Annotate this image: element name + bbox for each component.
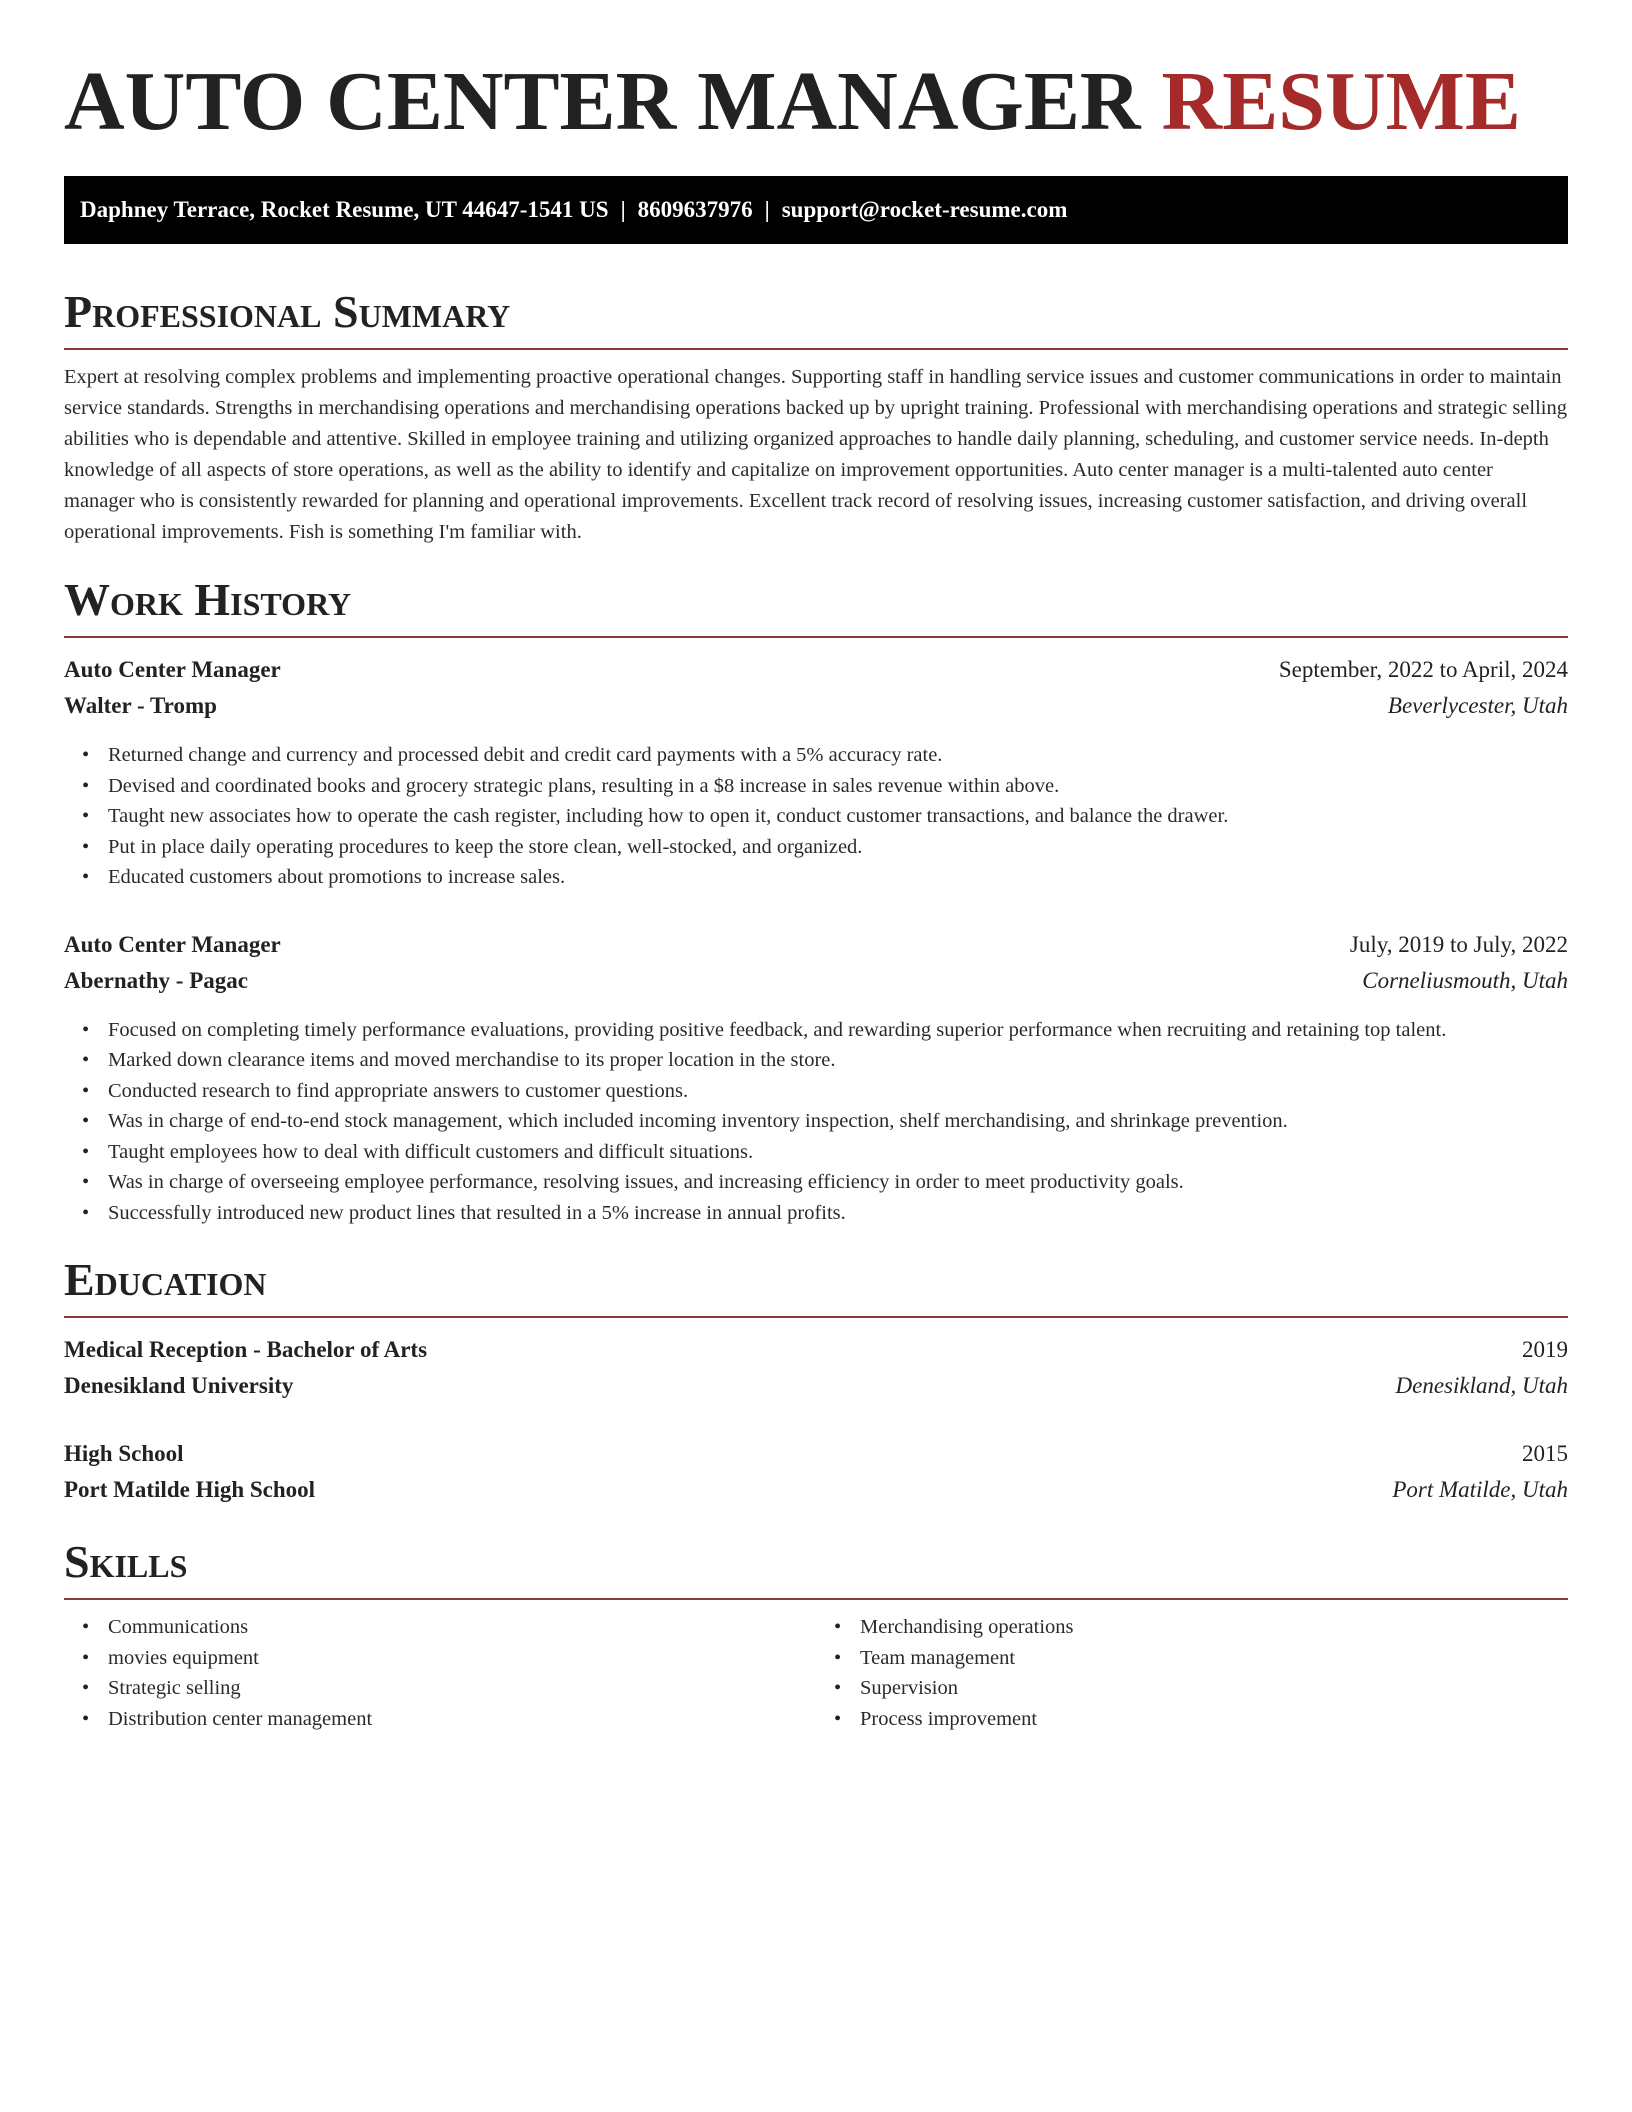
skill-item: • Supervision (860, 1673, 1568, 1704)
job-company: Walter - Tromp (64, 693, 217, 718)
education-location: Port Matilde, Utah (1392, 1477, 1568, 1502)
job-entry (64, 652, 1568, 893)
work-history-section (64, 574, 1568, 1228)
contact-bar (64, 176, 1568, 244)
contact-email: support@rocket-resume.com (781, 197, 1068, 222)
education-entry (64, 1332, 1568, 1404)
contact-separator: | (620, 197, 626, 222)
job-bullet: • Conducted research to find appropriate answers to customer questions. (108, 1076, 1568, 1107)
job-header-row (64, 652, 1568, 688)
job-bullet: • Taught employees how to deal with difficult customers and difficult situations. (108, 1137, 1568, 1168)
summary-section (64, 286, 1568, 548)
contact-address: Daphney Terrace, Rocket Resume, UT 44647-1541 US (80, 197, 609, 222)
job-location: Corneliusmouth, Utah (1362, 967, 1568, 993)
job-dates: September, 2022 to April, 2024 (1278, 657, 1568, 682)
title-accent: RESUME (1161, 55, 1521, 148)
job-bullet: • Returned change and currency and processed debit and credit card payments with a 5% accuracy rate. (108, 740, 1568, 771)
education-school: Denesikland University (64, 1373, 294, 1398)
job-bullet: • Devised and coordinated books and grocery strategic plans, resulting in a $8 increase in sales revenue within above. (108, 771, 1568, 802)
skill-item: • Team management (860, 1643, 1568, 1674)
skills-column-left (64, 1612, 816, 1734)
job-dates: July, 2019 to July, 2022 (1349, 931, 1568, 957)
education-location: Denesikland, Utah (1395, 1373, 1568, 1398)
skills-grid (64, 1612, 1568, 1734)
job-bullet: • Marked down clearance items and moved merchandise to its proper location in the store. (108, 1045, 1568, 1076)
job-company: Abernathy - Pagac (64, 967, 248, 993)
section-divider (64, 1598, 1568, 1600)
job-bullet: • Was in charge of overseeing employee performance, resolving issues, and increasing efficiency in order to meet productivity goals. (108, 1167, 1568, 1198)
skill-item: • Strategic selling (108, 1673, 816, 1704)
education-entry (64, 1436, 1568, 1508)
job-bullet: • Successfully introduced new product lines that resulted in a 5% increase in annual profits. (108, 1198, 1568, 1229)
section-heading-summary: Professional Summary (64, 286, 511, 337)
job-header-row (64, 927, 1568, 963)
section-divider (64, 348, 1568, 350)
job-bullets (64, 740, 1568, 893)
contact-separator: | (764, 197, 770, 222)
job-title: Auto Center Manager (64, 931, 281, 957)
skills-column-right (816, 1612, 1568, 1734)
skill-item: • Communications (108, 1612, 816, 1643)
education-section (64, 1254, 1568, 1508)
job-bullet: • Focused on completing timely performance evaluations, providing positive feedback, and rewarding superior performance when recruiting and retaining top talent. (108, 1015, 1568, 1046)
job-bullets (64, 1015, 1568, 1229)
skill-item: • Distribution center management (108, 1704, 816, 1735)
skill-item: • Merchandising operations (860, 1612, 1568, 1643)
education-year: 2015 (1522, 1441, 1568, 1466)
job-bullet: • Taught new associates how to operate the cash register, including how to open it, conduct customer transactions, and balance the drawer. (108, 801, 1568, 832)
education-header-row (64, 1436, 1568, 1472)
education-degree: High School (64, 1441, 184, 1466)
title-main: AUTO CENTER MANAGER (64, 55, 1141, 148)
education-degree: Medical Reception - Bachelor of Arts (64, 1337, 428, 1362)
education-year: 2019 (1522, 1337, 1568, 1362)
job-bullet: • Educated customers about promotions to increase sales. (108, 862, 1568, 893)
section-heading-work-history: Work History (64, 574, 352, 625)
section-divider (64, 636, 1568, 638)
skill-item: • movies equipment (108, 1643, 816, 1674)
resume-title (64, 52, 1568, 152)
education-school-row (64, 1368, 1568, 1404)
contact-phone: 8609637976 (637, 197, 753, 222)
job-bullet: • Was in charge of end-to-end stock management, which included incoming inventory inspection, shelf merchandising, and shrinkage prevention. (108, 1106, 1568, 1137)
job-location: Beverlycester, Utah (1387, 693, 1568, 718)
summary-text: Expert at resolving complex problems and implementing proactive operational changes. Supporting staff in handling service issues and customer communications in order to maintain service standards. Strengths in merchandising operations and merchandising operations backed up by upright training. Professional with merchandising operations and strategic selling abilities who is dependable and attentive. Skilled in employee training and utilizing organized approaches to handle daily planning, scheduling, and customer service needs. In-depth knowledge of all aspects of store operations, as well as the ability to identify and capitalize on improvement opportunities. Auto center manager is a multi-talented auto center manager who is consistently rewarded for planning and operational improvements. Excellent track record of resolving issues, increasing customer satisfaction, and driving overall operational improvements. Fish is something I'm familiar with. (64, 366, 1567, 543)
job-company-row (64, 688, 1568, 724)
education-header-row (64, 1332, 1568, 1368)
job-company-row (64, 963, 1568, 999)
skills-section (64, 1536, 1568, 1734)
job-bullet: • Put in place daily operating procedures to keep the store clean, well-stocked, and organized. (108, 832, 1568, 863)
education-school-row (64, 1472, 1568, 1508)
skill-item: • Process improvement (860, 1704, 1568, 1735)
section-heading-education: Education (64, 1254, 267, 1305)
section-divider (64, 1316, 1568, 1318)
education-school: Port Matilde High School (64, 1477, 316, 1502)
job-entry (64, 927, 1568, 1229)
job-title: Auto Center Manager (64, 657, 281, 682)
section-heading-skills: Skills (64, 1536, 188, 1587)
